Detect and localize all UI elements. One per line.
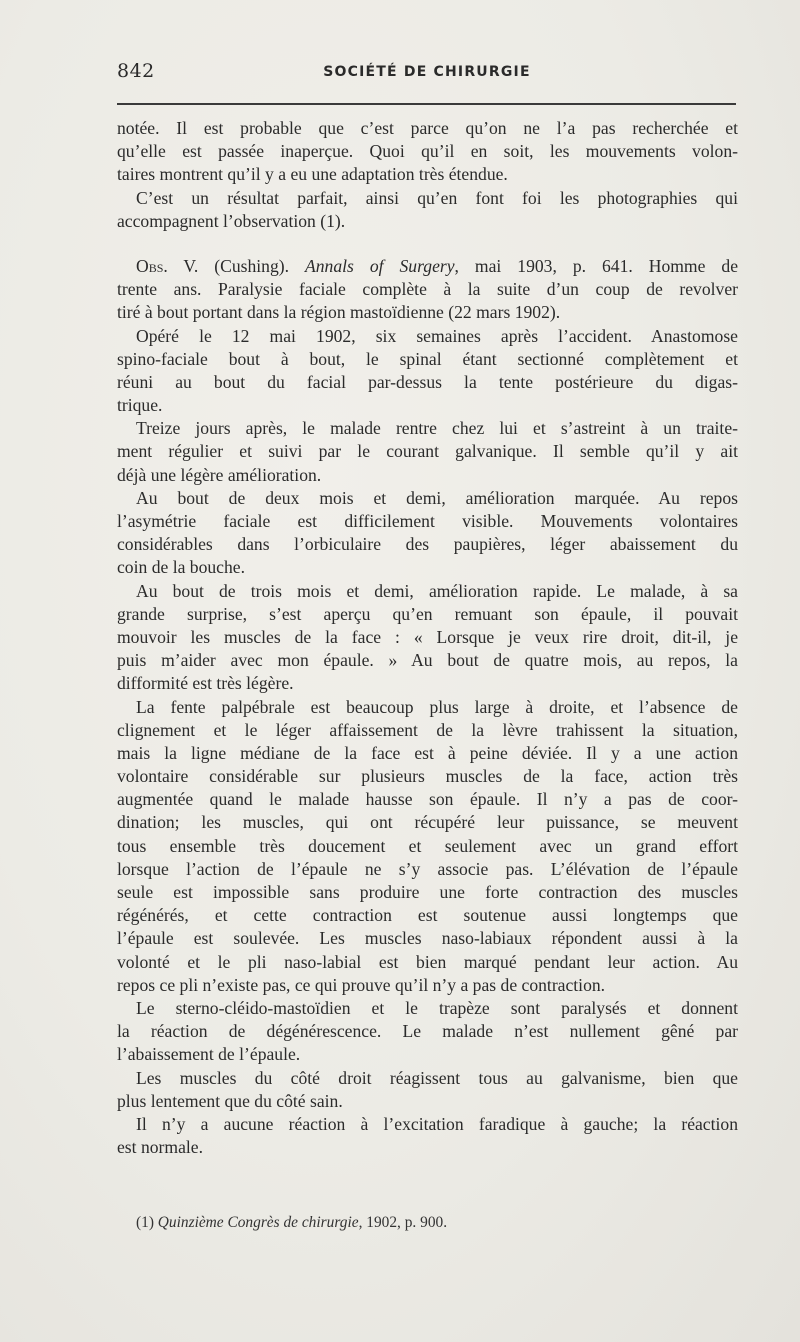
- obs-label: Obs. V.: [136, 255, 199, 276]
- text-line: réuni au bout du facial par-dessus la tente postérieure du digas-: [117, 371, 738, 392]
- text-line: spino-faciale bout à bout, le spinal étant sectionné complètement et: [117, 348, 738, 369]
- text-line: augmentée quand le malade hausse son épaule. Il n’y a pas de coor-: [117, 789, 738, 810]
- text-line: notée. Il est probable que c’est parce qu’on ne l’a pas recherchée et: [117, 118, 738, 138]
- footnote: [136, 1214, 447, 1232]
- header-rule: [117, 103, 736, 105]
- text-line: est normale.: [117, 1137, 203, 1158]
- page-header: [117, 58, 737, 88]
- text-line: lorsque l’action de l’épaule ne s’y associe pas. L’élévation de l’épaule: [117, 858, 738, 879]
- obs-journal: Annals of Surgery: [305, 255, 455, 276]
- text-line: Au bout de deux mois et demi, amélioration marquée. Au repos: [136, 487, 738, 508]
- text-line: volonté et le pli naso-labial est bien marqué pendant leur action. Au: [117, 951, 738, 972]
- text-line: l’asymétrie faciale est difficilement visible. Mouvements volontaires: [117, 511, 738, 531]
- text-line: considérables dans l’orbiculaire des paupières, léger abaissement du: [117, 534, 738, 555]
- text-line: difformité est très légère.: [117, 673, 294, 694]
- text-line: Opéré le 12 mai 1902, six semaines après l’accident. Anastomose: [136, 325, 738, 346]
- text-line: Treize jours après, le malade rentre chez lui et s’astreint à un traite-: [136, 418, 738, 439]
- obs-heading-line: [117, 255, 738, 278]
- text-line: taires montrent qu’il y a eu une adaptation très étendue.: [117, 164, 508, 185]
- text-line: clignement et le léger affaissement de la lèvre trahissent la situation,: [117, 719, 738, 740]
- footnote-title: Quinzième Congrès de chirurgie: [157, 1214, 359, 1231]
- text-line: Les muscles du côté droit réagissent tous au galvanisme, bien que: [136, 1067, 738, 1088]
- text-line: grande surprise, s’est aperçu qu’en remuant son épaule, il pouvait: [117, 603, 738, 624]
- text-line: tous ensemble très doucement et seulement avec un grand effort: [117, 835, 738, 856]
- text-line: la réaction de dégénérescence. Le malade n’est nullement gêné par: [117, 1021, 738, 1042]
- footnote-rest: , 1902, p. 900.: [358, 1214, 448, 1231]
- paragraph-gap: [117, 233, 738, 255]
- text-line: La fente palpébrale est beaucoup plus large à droite, et l’absence de: [136, 696, 738, 717]
- text-line: régénérés, et cette contraction est soutenue aussi longtemps que: [117, 905, 738, 926]
- text-line: mais la ligne médiane de la face est à peine déviée. Il y a une action: [117, 742, 738, 763]
- body-text: [117, 117, 738, 1159]
- text-line: Au bout de trois mois et demi, amélioration rapide. Le malade, à sa: [136, 580, 738, 601]
- text-line: seule est impossible sans produire une forte contraction des muscles: [117, 882, 738, 902]
- obs-rest: , mai 1903, p. 641. Homme de: [454, 255, 738, 276]
- text-line: puis m’aider avec mon épaule. » Au bout de quatre mois, au repos, la: [117, 650, 738, 671]
- text-line: repos ce pli n’existe pas, ce qui prouve qu’il n’y a pas de contraction.: [117, 974, 606, 995]
- text-line: dination; les muscles, qui ont récupéré leur puissance, se meuvent: [117, 812, 738, 833]
- text-line: l’épaule est soulevée. Les muscles naso-labiaux répondent aussi à la: [117, 928, 738, 949]
- text-line: trique.: [117, 395, 163, 416]
- text-line: plus lentement que du côté sain.: [117, 1090, 343, 1111]
- text-line: C’est un résultat parfait, ainsi qu’en font foi les photographies qui: [136, 187, 738, 208]
- text-line: trente ans. Paralysie faciale complète à la suite d’un coup de revolver: [117, 279, 738, 300]
- text-line: qu’elle est passée inaperçue. Quoi qu’il en soit, les mouvements volon-: [117, 141, 738, 162]
- text-line: tiré à bout portant dans la région mastoïdienne (22 mars 1902).: [117, 302, 561, 323]
- page-number: 842: [117, 60, 155, 82]
- text-line: mouvoir les muscles de la face : « Lorsque je veux rire droit, dit-il, je: [117, 626, 738, 647]
- text-line: accompagnent l’observation (1).: [117, 210, 346, 231]
- text-line: Le sterno-cléido-mastoïdien et le trapèze sont paralysés et donnent: [136, 997, 738, 1018]
- running-head: SOCIÉTÉ DE CHIRURGIE: [323, 64, 531, 80]
- obs-author: (Cushing).: [198, 255, 305, 276]
- text-line: déjà une légère amélioration.: [117, 464, 322, 485]
- text-line: Il n’y a aucune réaction à l’excitation faradique à gauche; la réaction: [136, 1113, 738, 1134]
- text-line: ment régulier et suivi par le courant galvanique. Il semble qu’il y ait: [117, 441, 738, 462]
- text-line: l’abaissement de l’épaule.: [117, 1044, 301, 1065]
- text-line: coin de la bouche.: [117, 557, 245, 578]
- footnote-marker: (1): [136, 1214, 158, 1231]
- text-line: volontaire considérable sur plusieurs muscles de la face, action très: [117, 766, 738, 787]
